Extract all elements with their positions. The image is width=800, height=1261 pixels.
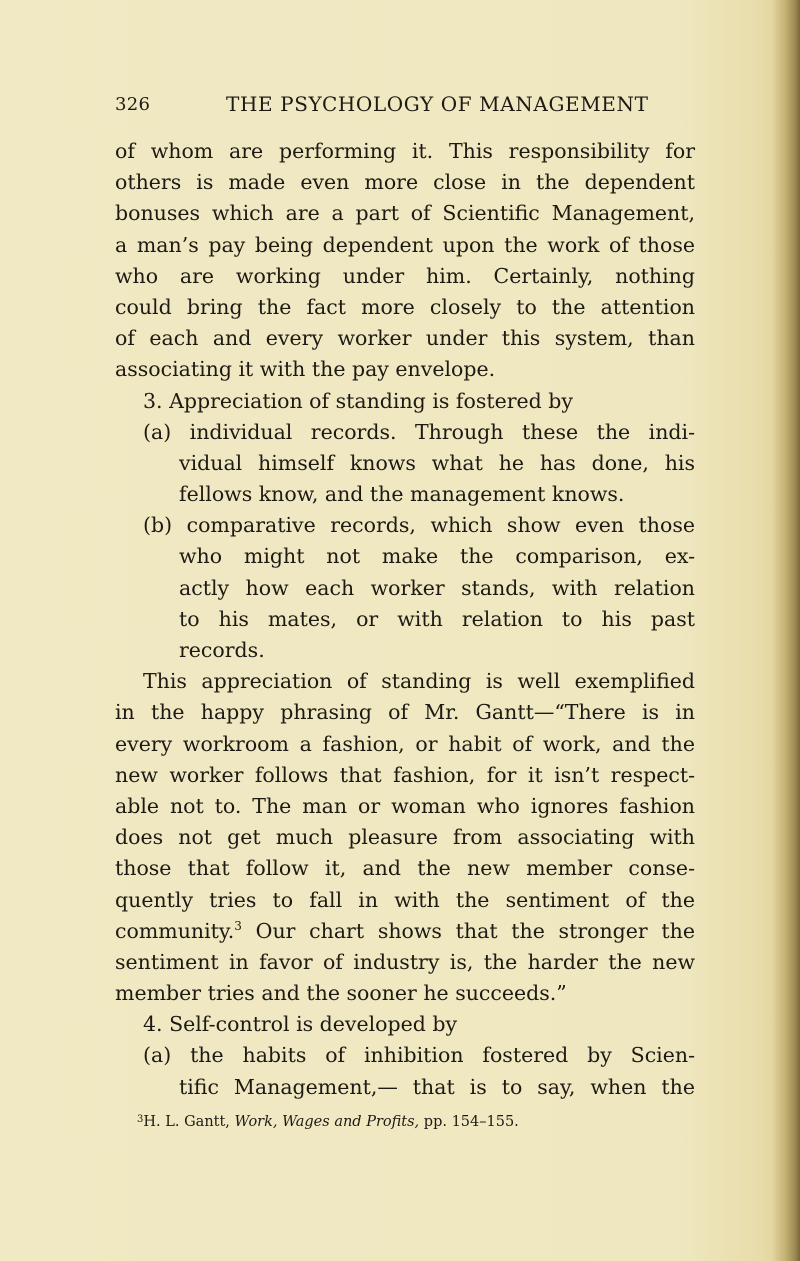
text-line: does not get much pleasure from associating with bbox=[115, 825, 695, 850]
text-fragment: community. bbox=[115, 918, 235, 943]
text-line: able not to. The man or woman who ignores fashion bbox=[115, 793, 695, 818]
text-line: others is made even more close in the dependent bbox=[115, 170, 695, 195]
footnote-author: H. L. Gantt, bbox=[143, 1114, 235, 1130]
footnote-number: 3 bbox=[137, 1114, 144, 1125]
footnote-title: Work, Wages and Profits, bbox=[234, 1114, 420, 1130]
page-edge-shadow bbox=[772, 0, 800, 1261]
footnote bbox=[137, 1110, 697, 1132]
page-number: 326 bbox=[115, 94, 151, 115]
text-fragment: Our chart shows that the stronger the bbox=[241, 918, 695, 943]
text-line: fellows know, and the management knows. bbox=[179, 482, 625, 507]
text-line: actly how each worker stands, with relation bbox=[179, 575, 695, 600]
text-line: (a) the habits of inhibition fostered by Scien- bbox=[143, 1043, 695, 1068]
text-line: to his mates, or with relation to his past bbox=[179, 606, 695, 631]
footnote-ref[interactable]: 3 bbox=[234, 918, 242, 933]
text-line: bonuses which are a part of Scientific Management, bbox=[115, 201, 695, 226]
text-line: who are working under him. Certainly, nothing bbox=[115, 263, 695, 288]
text-line: a man’s pay being dependent upon the work of those bbox=[115, 232, 695, 257]
text-line: who might not make the comparison, ex- bbox=[179, 544, 695, 569]
text-line: in the happy phrasing of Mr. Gantt—“There is in bbox=[115, 700, 695, 725]
text-line: records. bbox=[179, 638, 265, 662]
footnote-pages: pp. 154–155. bbox=[419, 1114, 519, 1130]
page-header bbox=[115, 92, 695, 122]
text-line: member tries and the sooner he succeeds.” bbox=[115, 981, 567, 1006]
body-text bbox=[115, 136, 695, 1103]
list-item-heading: 4. Self-control is developed by bbox=[143, 1012, 458, 1037]
text-line: tific Management,— that is to say, when the bbox=[179, 1074, 695, 1099]
text-line: of each and every worker under this system, than bbox=[115, 326, 695, 351]
list-item-heading: 3. Appreciation of standing is fostered by bbox=[143, 388, 574, 413]
text-line: (b) comparative records, which show even those bbox=[143, 513, 695, 538]
text-line: those that follow it, and the new member conse- bbox=[115, 856, 695, 881]
text-line: vidual himself knows what he has done, his bbox=[179, 450, 695, 475]
text-line bbox=[115, 916, 695, 947]
running-head: THE PSYCHOLOGY OF MANAGEMENT bbox=[226, 92, 649, 116]
text-line: sentiment in favor of industry is, the harder the new bbox=[115, 949, 695, 974]
text-line: every workroom a fashion, or habit of work, and the bbox=[115, 731, 695, 756]
text-line: quently tries to fall in with the sentiment of the bbox=[115, 887, 695, 912]
text-line: associating it with the pay envelope. bbox=[115, 357, 496, 382]
text-line: could bring the fact more closely to the attention bbox=[115, 294, 695, 319]
text-line: new worker follows that fashion, for it isn’t respect- bbox=[115, 762, 695, 787]
text-line: of whom are performing it. This responsibility for bbox=[115, 139, 695, 163]
text-line: (a) individual records. Through these the indi- bbox=[143, 419, 695, 444]
text-line: This appreciation of standing is well exemplified bbox=[143, 669, 695, 694]
